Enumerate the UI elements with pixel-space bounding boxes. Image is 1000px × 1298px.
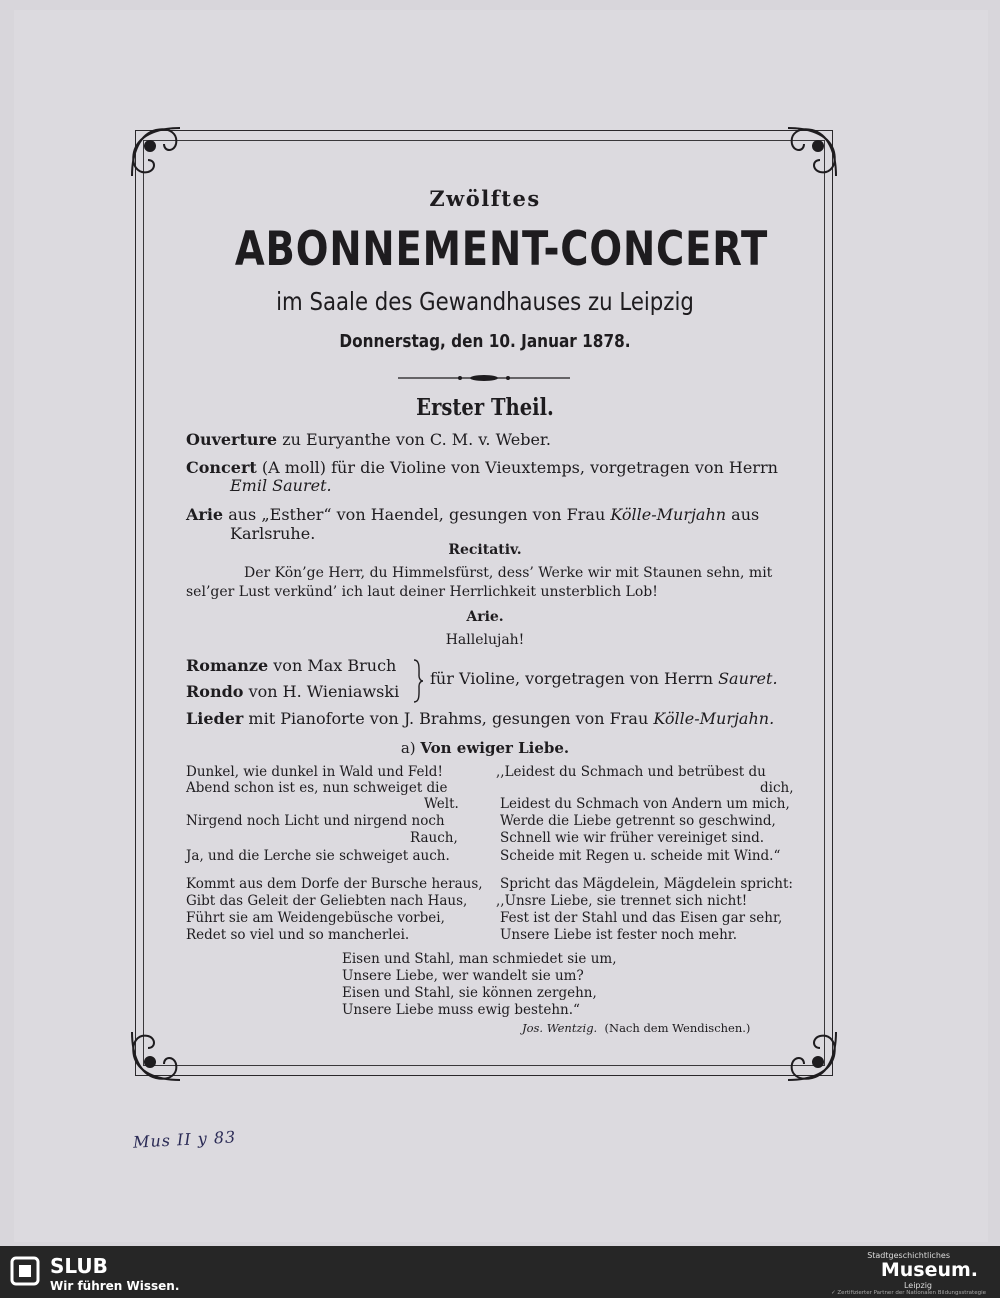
item-text-tail: aus (731, 505, 760, 524)
corner-ornament-bottom-right (782, 1026, 842, 1086)
handwritten-shelfmark: Mus II y 83 (132, 1127, 237, 1152)
arie-line2: Karlsruhe. (230, 524, 316, 543)
date-line: Donnerstag, den 10. Januar 1878. (339, 331, 631, 352)
program-item-romanze (186, 656, 396, 675)
poem-line: Eisen und Stahl, sie können zergehn, (342, 985, 597, 1001)
poem-line: Werde die Liebe getrennt so geschwind, (500, 813, 776, 829)
poem-line: Dunkel, wie dunkel in Wald und Feld! (186, 764, 443, 780)
museum-top-label: Stadtgeschichtliches (867, 1251, 950, 1260)
recitativ-line1: Der Kön’ge Herr, du Himmelsfürst, dess’ Werke wir mit Staunen sehn, mit (244, 565, 773, 581)
arie-performer: Kölle-Murjahn (610, 505, 727, 524)
main-title: ABONNEMENT-CONCERT (234, 222, 769, 277)
corner-ornament-top-left (126, 122, 186, 182)
item-text: von H. Wieniawski (248, 682, 400, 701)
corner-ornament-top-right (782, 122, 842, 182)
poem-line: Gibt das Geleit der Geliebten nach Haus, (186, 893, 468, 909)
item-label: Lieder (186, 709, 244, 728)
poem-source: (Nach dem Wendischen.) (604, 1021, 751, 1035)
program-item-arie (186, 505, 759, 524)
recitativ-line2: sel’ger Lust verkünd’ ich laut deiner Herrlichkeit unsterblich Lob! (186, 584, 658, 600)
poem-line: dich, (760, 780, 794, 796)
poem-line: Abend schon ist es, nun schweiget die (186, 780, 448, 796)
poem-line: Nirgend noch Licht und nirgend noch (186, 813, 445, 829)
poem-line: ,,Leidest du Schmach und betrübest du (496, 764, 766, 780)
poem-attribution (522, 1020, 750, 1036)
corner-ornament-bottom-left (126, 1026, 186, 1086)
program-item-ouverture (186, 430, 551, 449)
item-label: Romanze (186, 656, 269, 675)
poem-line: Schnell wie wir früher vereiniget sind. (500, 830, 765, 846)
museum-city: Leipzig (903, 1281, 932, 1290)
song-prefix: a) (400, 739, 416, 757)
pre-title: Zwölftes (429, 186, 541, 211)
poem-line: Unsere Liebe, wer wandelt sie um? (342, 968, 584, 984)
poem-line: Unsere Liebe muss ewig bestehn.“ (342, 1002, 580, 1018)
poem-line: Redet so viel und so mancherlei. (186, 927, 410, 943)
concert-performer: Emil Sauret. (230, 476, 332, 495)
ornamental-divider (398, 373, 570, 383)
item-label: Ouverture (186, 430, 278, 449)
program-item-concert (186, 458, 778, 477)
item-text: von Max Bruch (273, 656, 397, 675)
song-title-line (180, 739, 790, 757)
poem-line: Unsere Liebe ist fester noch mehr. (500, 927, 738, 943)
poem-line: Führt sie am Weidengebüsche vorbei, (186, 910, 445, 926)
program-item-rondo (186, 682, 399, 701)
museum-note: ✓ Zertifizierter Partner der Nationalen Bildungsstrategie (831, 1290, 986, 1296)
item-text: zu Euryanthe von C. M. v. Weber. (282, 430, 551, 449)
section-title: Erster Theil. (416, 394, 554, 421)
lieder-performer: Kölle-Murjahn. (653, 709, 775, 728)
item-label: Rondo (186, 682, 244, 701)
violin-note (430, 669, 778, 688)
arie-heading: Arie. (466, 609, 504, 625)
item-text: mit Pianoforte von J. Brahms, gesungen von Frau (248, 709, 649, 728)
museum-name[interactable]: Museum. (880, 1259, 978, 1281)
library-claim: Wir führen Wissen. (50, 1279, 180, 1293)
footer-bar (0, 1246, 1000, 1298)
poem-line: ,,Unsre Liebe, sie trennet sich nicht! (496, 893, 748, 909)
poem-line: Kommt aus dem Dorfe der Bursche heraus, (186, 876, 483, 892)
curly-brace (411, 658, 425, 704)
arie-text: Hallelujah! (445, 632, 525, 648)
song-title: Von ewiger Liebe. (420, 739, 570, 757)
library-name[interactable]: SLUB (50, 1254, 108, 1278)
poem-line: Fest ist der Stahl und das Eisen gar sehr, (500, 910, 783, 926)
recitativ-heading: Recitativ. (448, 542, 522, 558)
item-text: aus „Esther“ von Haendel, gesungen von Frau (228, 505, 606, 524)
venue-line: im Saale des Gewandhauses zu Leipzig (276, 287, 694, 316)
poem-line: Ja, und die Lerche sie schweiget auch. (186, 848, 450, 864)
poem-line: Rauch, (410, 830, 458, 846)
item-text: (A moll) für die Violine von Vieuxtemps, vorgetragen von Herrn (261, 458, 778, 477)
violin-performer: Sauret. (718, 669, 778, 688)
poem-author: Jos. Wentzig. (522, 1021, 598, 1035)
item-label: Arie (186, 505, 224, 524)
poem-line: Welt. (424, 796, 459, 812)
poem-line: Spricht das Mägdelein, Mägdelein spricht: (500, 876, 793, 892)
slub-logo-icon (10, 1256, 40, 1286)
program-item-lieder (186, 709, 774, 728)
item-label: Concert (186, 458, 257, 477)
violin-note-text: für Violine, vorgetragen von Herrn (430, 669, 713, 688)
poem-line: Scheide mit Regen u. scheide mit Wind.“ (500, 848, 781, 864)
poem-line: Leidest du Schmach von Andern um mich, (500, 796, 790, 812)
poem-line: Eisen und Stahl, man schmiedet sie um, (342, 951, 617, 967)
